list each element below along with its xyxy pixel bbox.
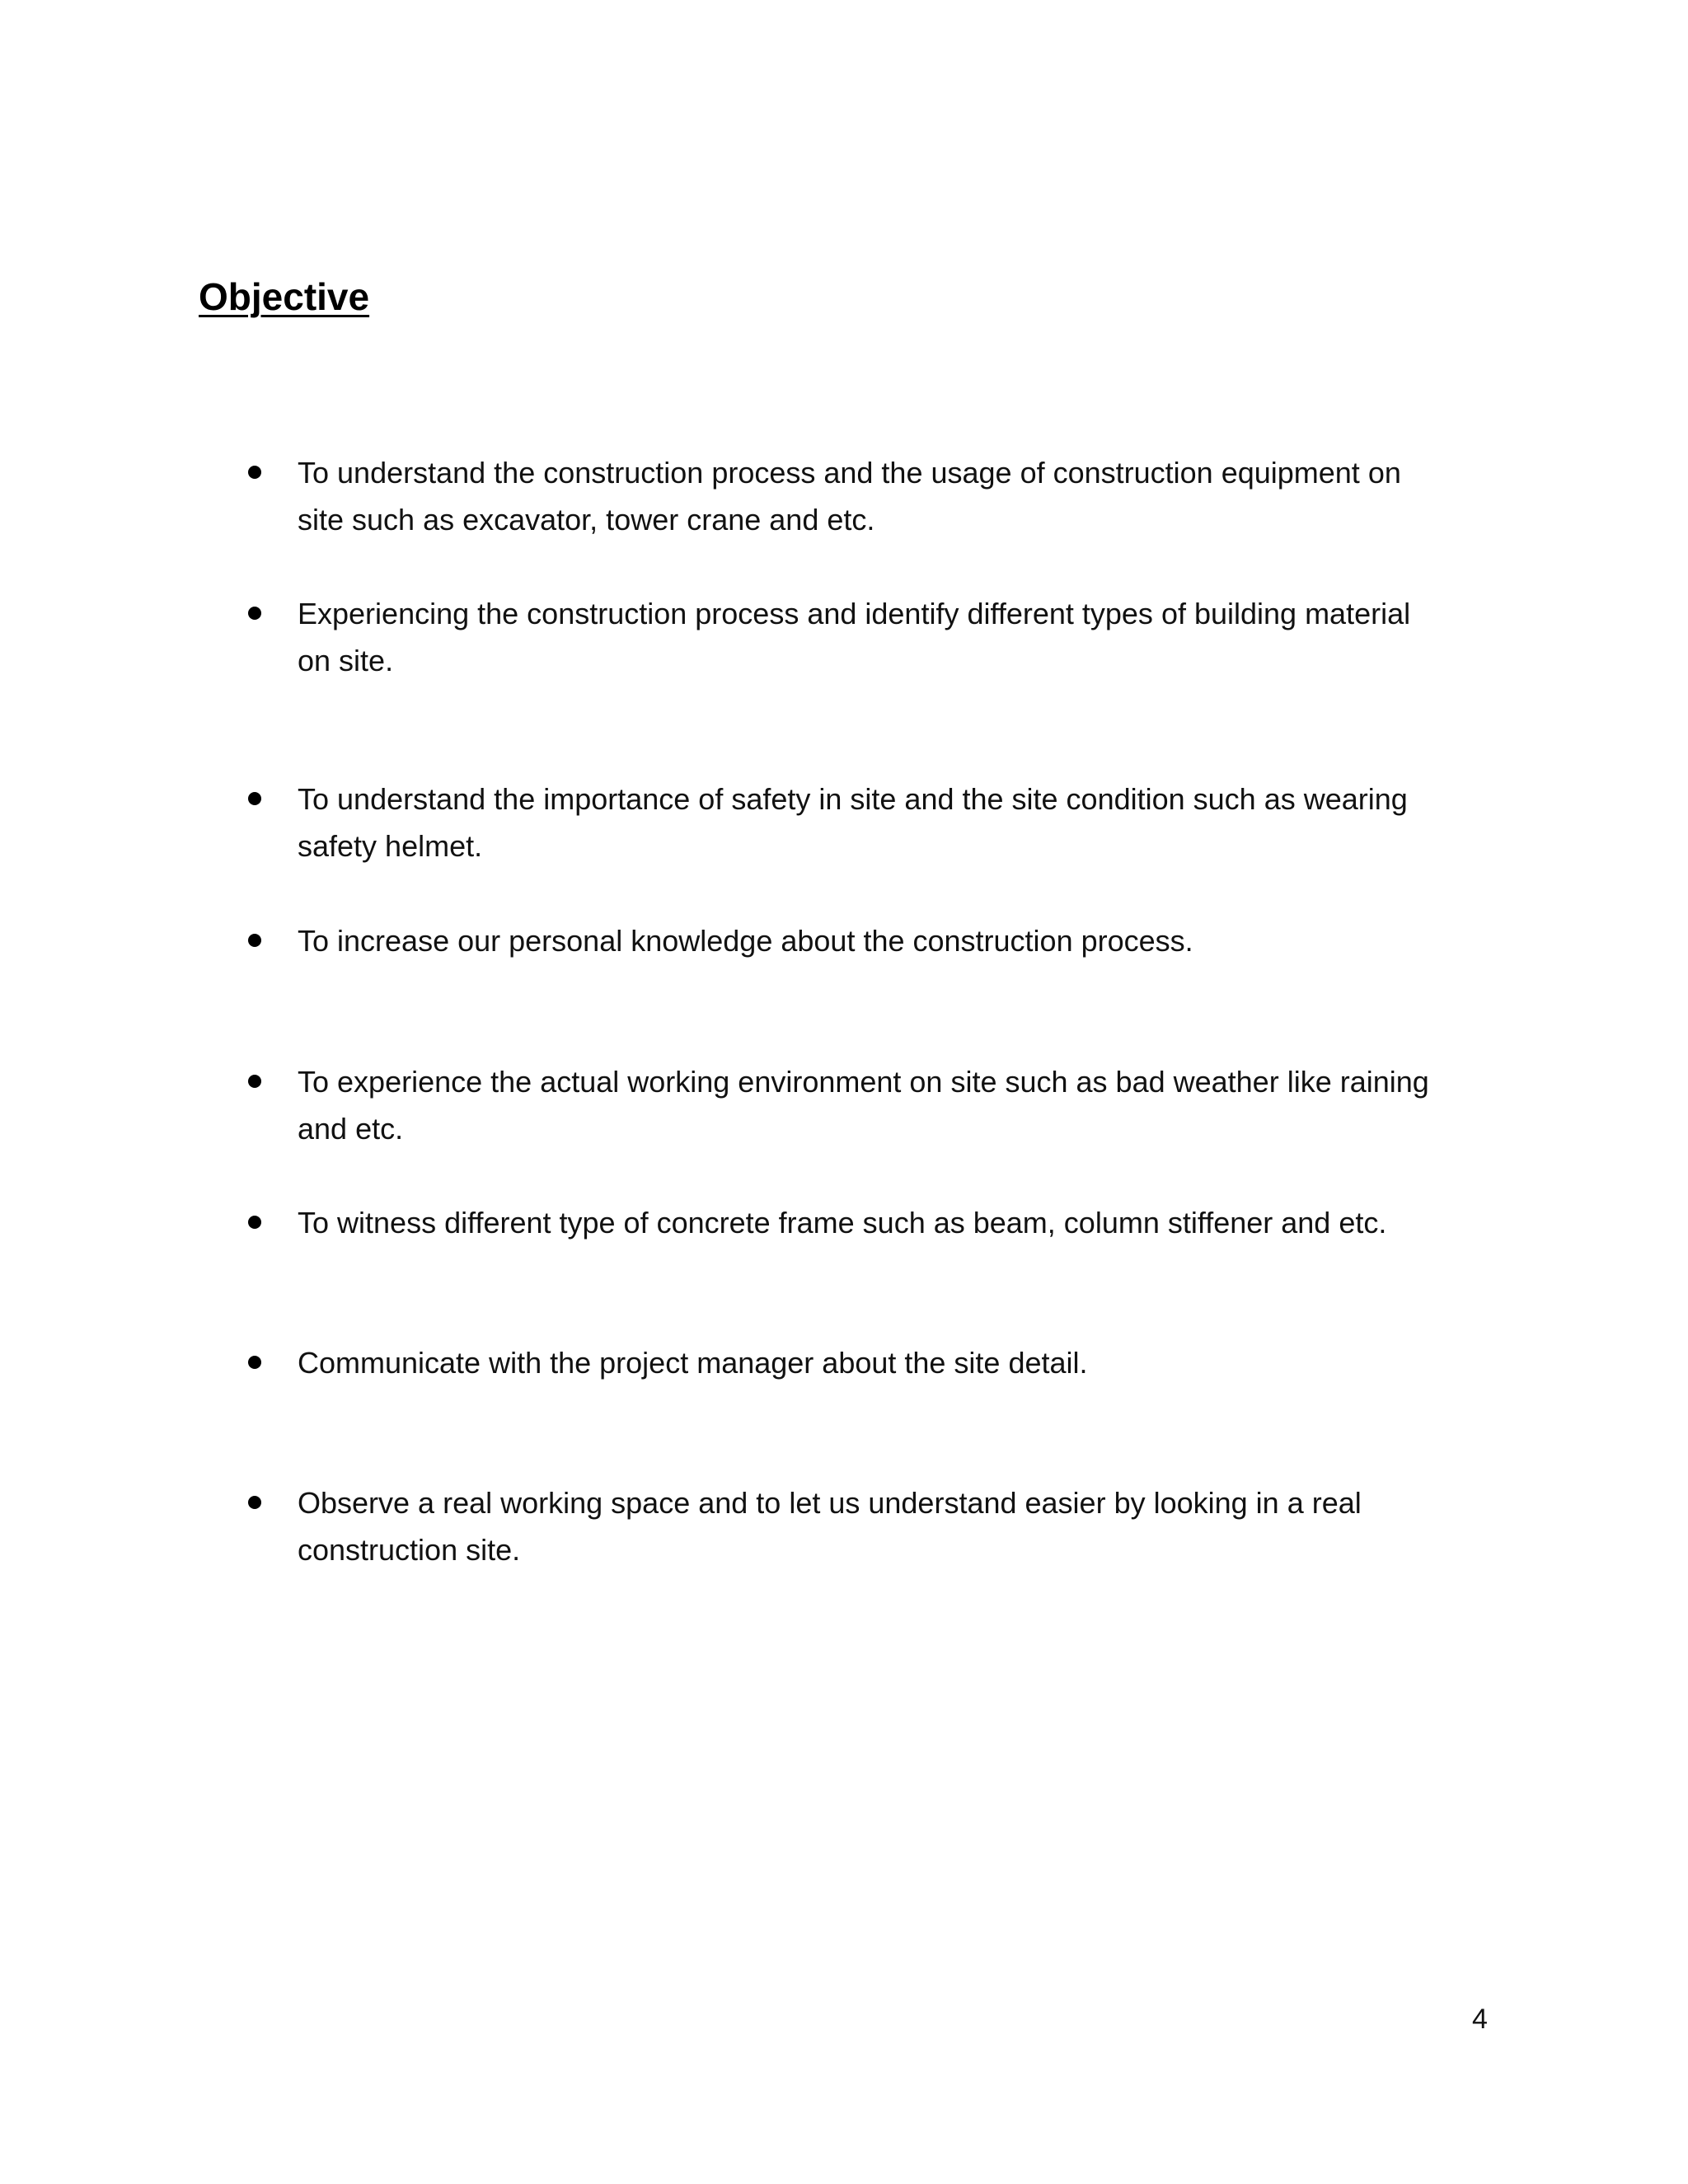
bullet-icon [248, 1356, 261, 1369]
list-item-line: Communicate with the project manager about the site detail. [298, 1346, 1088, 1380]
list-item-line: site such as excavator, tower crane and etc. [298, 503, 875, 537]
list-item-line: Observe a real working space and to let us understand easier by looking in a real [298, 1486, 1362, 1520]
list-item-line: on site. [298, 644, 394, 677]
list-item-line: construction site. [298, 1533, 521, 1567]
list-item-text [298, 1479, 1484, 1573]
list-item-text [298, 776, 1484, 869]
bullet-icon [248, 1496, 261, 1509]
list-item-text [298, 449, 1484, 543]
list-item-line: To increase our personal knowledge about the construction process. [298, 924, 1193, 958]
list-item-line: To understand the construction process and the usage of construction equipment on [298, 456, 1401, 490]
list-item-text [298, 917, 1484, 964]
list-item-line: To experience the actual working environment on site such as bad weather like raining [298, 1065, 1429, 1099]
list-item-text [298, 590, 1484, 684]
list-item-text [298, 1058, 1484, 1152]
bullet-icon [248, 934, 261, 947]
bullet-icon [248, 607, 261, 620]
bullet-icon [248, 792, 261, 805]
list-item-line: To witness different type of concrete frame such as beam, column stiffener and etc. [298, 1206, 1387, 1240]
bullet-icon [248, 466, 261, 479]
list-item-line: Experiencing the construction process and identify different types of building material [298, 597, 1411, 630]
list-item-line: and etc. [298, 1112, 404, 1146]
list-item-line: safety helmet. [298, 829, 483, 863]
bullet-icon [248, 1075, 261, 1088]
section-heading: Objective [199, 275, 370, 318]
bullet-icon [248, 1216, 261, 1229]
list-item-line: To understand the importance of safety in site and the site condition such as wearing [298, 782, 1408, 816]
list-item-text [298, 1199, 1484, 1246]
page-number: 4 [1472, 2004, 1488, 2035]
list-item-text [298, 1339, 1484, 1386]
